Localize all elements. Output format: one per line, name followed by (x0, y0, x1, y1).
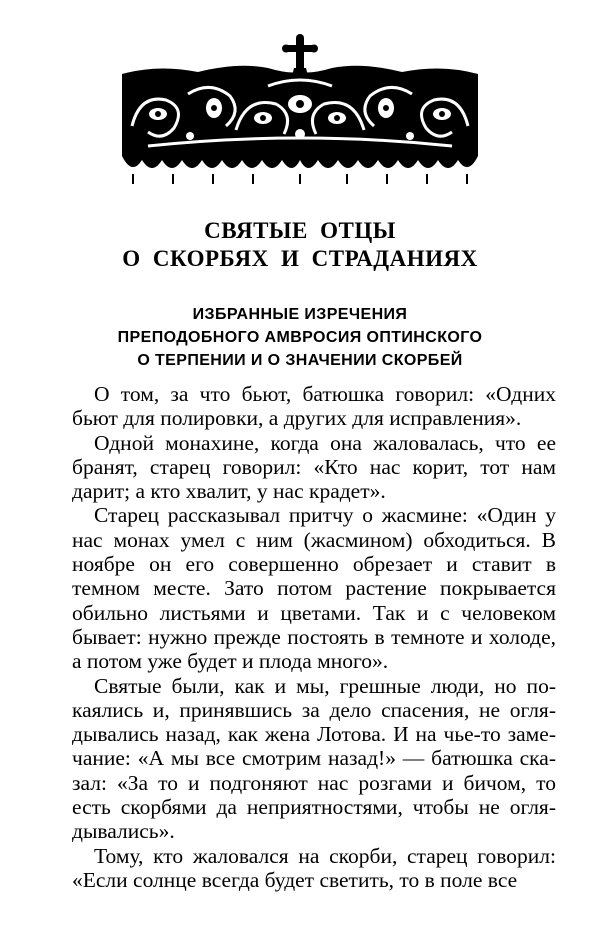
ornamental-headpiece-icon (118, 34, 482, 186)
cross-icon (282, 34, 318, 76)
paragraph: Святые были, как и мы, грешные люди, но покаялись и, принявшись за дело спасения, не оглядывались назад, как жена Лотова. И на чье-то замечание: «А мы все смотрим назад!» — батюшка сказал: «За то и подгоняют нас розгами и бичом, то есть скорбями да неприятностями, чтобы не оглядывались». (72, 673, 556, 844)
chapter-title-line-1: СВЯТЫЕ ОТЦЫ (204, 218, 396, 243)
paragraph: Тому, кто жаловался на скорби, старец говорил: «Если солнце всегда будет светить, то в поле все (72, 843, 556, 892)
chapter-title-line-2: О СКОРБЯХ И СТРАДАНИЯХ (122, 246, 478, 271)
subtitle-line-1: ИЗБРАННЫЕ ИЗРЕЧЕНИЯ (192, 306, 408, 323)
paragraph: Одной монахине, когда она жаловалась, что ее бранят, старец говорил: «Кто нас корит, тот нам дарит; а кто хвалит, у нас крадет». (72, 430, 556, 504)
paragraph: О том, за что бьют, батюшка говорил: «Одних бьют для полировки, а других для исправления». (72, 382, 556, 431)
subtitle-line-2: ПРЕПОДОБНОГО АМВРОСИЯ ОПТИНСКОГО (117, 329, 483, 346)
body-text (72, 382, 556, 892)
subtitle-line-3: О ТЕРПЕНИИ И О ЗНАЧЕНИИ СКОРБЕЙ (137, 352, 463, 369)
paragraph: Старец рассказывал притчу о жасмине: «Один у нас монах умел с ним (жасмином) обходиться. В ноябре он его совершенно обрезает и ставит в темном месте. Зато потом растение покрывается обильно листьями и цветами. Так и с человеком бывает: нужно прежде постоять в темноте и холоде, а потом уже будет и плода много». (72, 503, 556, 674)
